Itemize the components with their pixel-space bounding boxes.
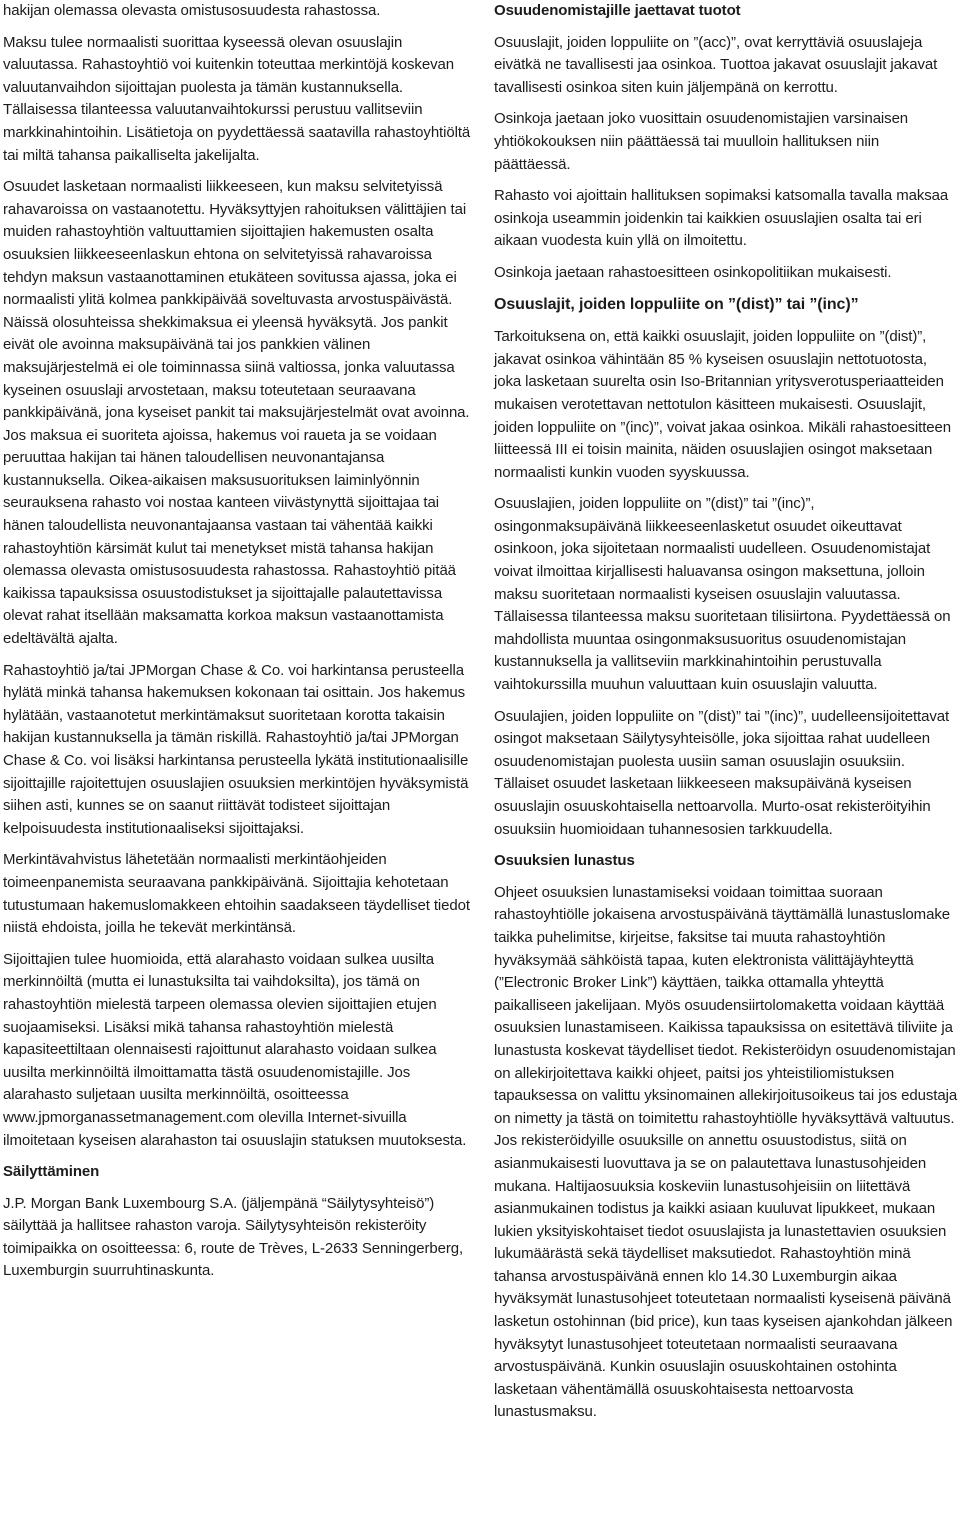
- right-column: [494, 0, 958, 1433]
- paragraph-redemption-instructions: Ohjeet osuuksien lunastamiseksi voidaan toimittaa suoraan rahastoyhtiölle jokaisena arvostuspäivänä täyttämällä lunastuslomake taikka puhelimitse, kirjeitse, faksitse tai muuta rahastoyhtiön hyväksymää sähköistä tapaa, kuten elektronista välittäjäyhteyttä (”Electronic Broker Link”) käyttäen, taikka ottamalla yhteyttä paikalliseen jakelijaan. Myös osuudensiirtolomaketta voidaan käyttää osuuksien lunastamiseen. Kaikissa tapauksissa on esitettävä tiliviite ja lunastusta koskevat täydelliset tiedot. Rekisteröidyn osuudenomistajan on allekirjoitettava kaikki ohjeet, paitsi jos yhteistiliomistuksen tapauksessa on valittu yksinomainen allekirjoitusoikeus tai jos edustaja on nimetty ja tästä on toimitettu rahastoyhtiölle hyväksyttävä valtuutus. Jos rekisteröidyille osuuksille on annettu osuustodistus, siitä on asianmukaisesti luovuttava ja se on palautettava lunastusohjeiden mukana. Haltijaosuuksia koskeviin lunastusohjeisiin on liitettävä asianmukainen todistus ja kaikki asiaan kuuluvat lipukkeet, mukaan lukien yksityiskohtaiset tiedot osuuslajista ja lunastettavien osuuksien lukumäärästä sekä täydelliset maksutiedot. Rahastoyhtiön minä tahansa arvostuspäivänä ennen klo 14.30 Luxemburgin aikaa hyväksymät lunastusohjeet toteutetaan normaalisti kyseisenä päivänä lasketun ostohinnan (bid price), kun taas kyseisen ajankohdan jälkeen hyväksytyt lunastusohjeet toteutetaan normaalisti seuraavana arvostuspäivänä. Kunkin osuuslajin osuuskohtainen ostohinta lasketaan vähentämällä osuuskohtaisesta nettoarvosta lunastusmaksu.: [494, 883, 958, 1421]
- paragraph-reinvestment: Osuuslajien, joiden loppuliite on ”(dist)” tai ”(inc)”, osingonmaksupäivänä liikkeeseenlasketut osuudet oikeuttavat osinkoon, joka sijoitetaan normaalisti uudelleen. Osuudenomistajat voivat ilmoittaa kirjallisesti haluavansa osingon maksettuna, jolloin maksu suoritetaan normaalisti kyseisen osuuslajin valuutassa. Tällaisessa tilanteessa maksu suoritetaan tilisiirtona. Pyydettäessä on mahdollista muuntaa osingonmaksusuoritus osuudenomistajan kustannuksella ja vallitseviin markkinahintoihin perustuvalla vaihtokurssilla muuhun valuuttaan kuin osuuslajin valuutta.: [494, 495, 951, 694]
- paragraph-acc-classes: Osuuslajit, joiden loppuliite on ”(acc)”, ovat kerryttäviä osuuslajeja eivätkä ne tavallisesti jaa osinkoa. Tuottoa jakavat osuuslajit jakavat tavallisesti osinkoa siten kuin jäljempänä on kerrottu.: [494, 33, 938, 96]
- paragraph-payment-tail: hakijan olemassa olevasta omistusosuudesta rahastossa.: [3, 2, 381, 19]
- heading-dist-inc: Osuuslajit, joiden loppuliite on ”(dist)” tai ”(inc)”: [494, 295, 859, 313]
- paragraph-rejection: Rahastoyhtiö ja/tai JPMorgan Chase & Co. voi harkintansa perusteella hylätä minkä tahansa hakemuksen kokonaan tai osittain. Jos hakemus hylätään, vastaanotetut merkintämaksut suoritetaan korotta takaisin hakijan kustannuksella ja tämän riskillä. Rahastoyhtiö ja/tai JPMorgan Chase & Co. voi lisäksi harkintansa perusteella lykätä institutionaalisille sijoittajille rajoitettujen osuuslajien osuuksien merkintöjen hyväksymistä siihen asti, kunnes se on saanut riittävät todisteet sijoittajan kelpoisuudesta institutionaaliseksi sijoittajaksi.: [3, 661, 469, 837]
- heading-redemption: Osuuksien lunastus: [494, 852, 635, 870]
- paragraph-custodian: J.P. Morgan Bank Luxembourg S.A. (jäljempänä “Säilytysyhteisö”) säilyttää ja hallitsee rahaston varoja. Säilytysyhteisön rekisteröity toimipaikka on osoitteessa: 6, route de Trèves, L-2633 Senningerberg, Luxemburgin suurruhtinaskunta.: [3, 1194, 464, 1280]
- heading-dividends: Osuudenomistajille jaettavat tuotot: [494, 2, 741, 19]
- paragraph-dist-85: Tarkoituksena on, että kaikki osuuslajit, joiden loppuliite on ”(dist)”, jakavat osinkoa vähintään 85 % kyseisen osuuslajin nettotuotosta, joka lasketaan suurelta osin Iso-Britannian yritysverotusperiaatteiden mukaisen verotettavan nettotulon käsitteen mukaisesti. Osuuslajit, joiden loppuliite on ”(inc)”, voivat jakaa osinkoa. Mikäli rahastoesitteen liitteessä III ei toisin mainita, näiden osuuslajien osingot maksetaan normaalisti kunkin vuoden syyskuussa.: [494, 328, 952, 481]
- left-column: [3, 0, 471, 1292]
- heading-sailyttaminen: Säilyttäminen: [3, 1163, 100, 1181]
- paragraph-dividend-timing: Osinkoja jaetaan joko vuosittain osuudenomistajien varsinaisen yhtiökokouksen niin päättäessä tai muulloin hallituksen niin päättäessä.: [494, 110, 909, 173]
- paragraph-confirmation: Merkintävahvistus lähetetään normaalisti merkintäohjeiden toimeenpanemista seuraavana pankkipäivänä. Sijoittajia kehotetaan tutustumaan hakemuslomakkeen ehtoihin saadakseen täydelliset tiedot niistä ehdoista, joilla he tekevät merkintänsä.: [3, 851, 470, 937]
- paragraph-closure: Sijoittajien tulee huomioida, että alarahasto voidaan sulkea uusilta merkinnöiltä (mutta ei lunastuksilta tai vaihdoksilta), jos tämä on rahastoyhtiön mielestä tarpeen olemassa olevien sijoittajien etujen suojaamiseksi. Lisäksi mikä tahansa rahastoyhtiön mielestä kapasiteettiltaan olennaisesti rajoittunut alarahasto voidaan sulkea uusilta merkinnöiltä ilmoittamatta tästä osuudenomistajille. Jos alarahasto suljetaan uusilta merkinnöiltä, osoitteessa www.jpmorganassetmanagement.com olevilla Internet-sivuilla ilmoitetaan kyseisen alarahaston tai osuuslajin statuksen muutoksesta.: [3, 950, 467, 1149]
- paragraph-issue-of-units: Osuudet lasketaan normaalisti liikkeeseen, kun maksu selvitetyissä rahavaroissa on vastaanotettu. Hyväksyttyjen rahoituksen välittäjien tai muiden rahastoyhtiön valtuuttamien sijoittajien hakemusten osalta osuuksien liikkeeseenlaskun ehtona on selvitetyissä rahavaroissa tehdyn maksun vastaanottaminen etukäteen sovitussa ajassa, joka ei normaalisti ylitä kolmea pankkipäivää soveltuvasta arvostuspäivästä. Näissä olosuhteissa shekkimaksua ei yleensä hyväksytä. Jos pankit eivät ole avoinna maksupäivänä tai jos pankkien välinen maksujärjestelmä ei ole toiminnassa siinä valtiossa, jonka valuutassa kyseinen osuuslaji arvostetaan, maksu toteutetaan seuraavana pankkipäivänä, jona kyseiset pankit tai maksujärjestelmät ovat avoinna. Jos maksua ei suoriteta ajoissa, hakemus voi raueta ja se voidaan peruuttaa hakijan tai hänen taloudellisen neuvonantajansa kustannuksella. Oikea-aikaisen maksusuorituksen laiminlyönnin seurauksena rahasto voi nostaa kanteen viivästynyttä sijoittajaa tai hänen taloudellista neuvonantajaansa vastaan tai vähentää kaikki rahastoyhtiön kärsimät kulut tai menetykset mistä tahansa hakijan olemassa olevasta omistusosuudesta rahastossa. Rahastoyhtiö pitää kaikissa tapauksissa osuustodistukset ja sijoittajalle palautettavissa olevat rahat itsellään maksamatta korkoa maksun vastaanottamista edeltävältä ajalta.: [3, 178, 470, 648]
- paragraph-dividend-frequency: Rahasto voi ajoittain hallituksen sopimaksi katsomalla tavalla maksaa osinkoja useammin joidenkin tai kaikkien osuuslajien osalta tai eri aikaan vuodesta kuin yllä on ilmoitettu.: [494, 187, 949, 250]
- paragraph-dividend-policy: Osinkoja jaetaan rahastoesitteen osinkopolitiikan mukaisesti.: [494, 263, 892, 281]
- paragraph-payment-currency: Maksu tulee normaalisti suorittaa kyseessä olevan osuuslajin valuutassa. Rahastoyhtiö voi kuitenkin toteuttaa merkintöjä koskevan valuutanvaihdon sijoittajan puolesta ja tämän kustannuksella. Tällaisessa tilanteessa valuutanvaihtokurssi perustuu vallitseviin markkinahintoihin. Lisätietoja on pyydettäessä saatavilla rahastoyhtiöltä tai miltä tahansa paikalliselta jakelijalta.: [3, 33, 471, 164]
- paragraph-reinvested-dividends: Osuulajien, joiden loppuliite on ”(dist)” tai ”(inc)”, uudelleensijoitettavat osingot maksetaan Säilytysyhteisölle, joka sijoittaa rahat uudelleen osuudenomistajan puolesta uusiin saman osuuslajin osuuksiin. Tällaiset osuudet lasketaan liikkeeseen maksupäivänä kyseisen osuuslajin osuuskohtaisella nettoarvolla. Murto-osat rekisteröityihin osuuksiin huomioidaan tuhannesosien tarkkuudella.: [494, 707, 950, 838]
